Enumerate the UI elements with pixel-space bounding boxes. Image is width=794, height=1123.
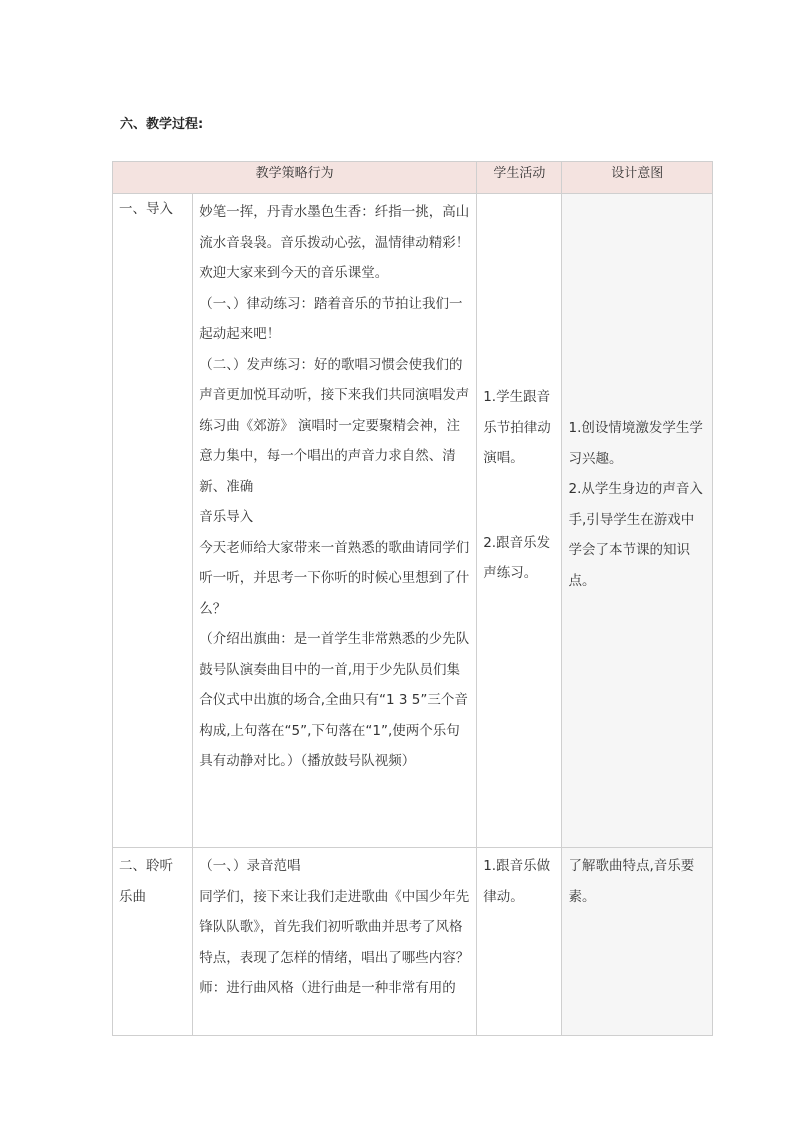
intent-cell — [562, 848, 713, 1036]
phase-label: 二、聆听乐曲 — [119, 858, 173, 905]
activity-cell — [477, 848, 562, 1036]
intent-item: 了解歌曲特点,音乐要素。 — [568, 858, 695, 905]
section-heading: 六、教学过程: — [120, 117, 204, 132]
phase-cell — [113, 848, 193, 1036]
activity-item: 1.跟音乐做律动。 — [483, 858, 551, 905]
intent-item: 2.从学生身边的声音入手,引导学生在游戏中学会了本节课的知识点。 — [568, 481, 703, 589]
strategy-cell — [193, 848, 477, 1036]
intent-cell — [562, 194, 713, 848]
strategy-paragraph: （二、）发声练习：好的歌唱习惯会使我们的声音更加悦耳动听，接下来我们共同演唱发声练习曲《郊游》 演唱时一定要聚精会神，注意力集中，每一个唱出的声音力求自然、清新、准确 — [199, 356, 470, 495]
strategy-paragraph: 妙笔一挥，丹青水墨色生香：纤指一挑，高山流水音袅袅。音乐拨动心弦，温情律动精彩！欢迎大家来到今天的音乐课堂。 — [199, 204, 470, 281]
strategy-cell — [193, 194, 477, 848]
header-strategy: 教学策略行为 — [113, 162, 477, 194]
strategy-paragraph: （一、）录音范唱 — [199, 858, 301, 874]
teaching-process-table — [112, 161, 713, 1036]
strategy-paragraph: 师：进行曲风格（进行曲是一种非常有用的 — [199, 980, 456, 996]
header-student-activity: 学生活动 — [477, 162, 562, 194]
intent-item: 1.创设情境激发学生学习兴趣。 — [568, 420, 703, 467]
activity-item: 1.学生跟音乐节拍律动演唱。 — [483, 389, 551, 466]
strategy-paragraph: 同学们，接下来让我们走进歌曲《中国少年先锋队队歌》，首先我们初听歌曲并思考了风格特点，表现了怎样的情绪，唱出了哪些内容？ — [199, 888, 470, 966]
activity-cell — [477, 194, 562, 848]
strategy-paragraph: （介绍出旗曲：是一首学生非常熟悉的少先队鼓号队演奏曲目中的一首,用于少先队员们集合仪式中出旗的场合,全曲只有“1 3 5”三个音构成,上句落在“5”,下句落在“1”,使两个乐句具有动静对比。）（播放鼓号队视频） — [199, 631, 470, 769]
header-design-intent: 设计意图 — [562, 162, 713, 194]
table-header-row — [113, 162, 713, 194]
table-row-intro — [113, 194, 713, 848]
activity-item: 2.跟音乐发声练习。 — [483, 534, 551, 581]
table-row-listening — [113, 848, 713, 1036]
strategy-paragraph: 今天老师给大家带来一首熟悉的歌曲请同学们听一听，并思考一下你听的时候心里想到了什么？ — [199, 539, 470, 617]
strategy-paragraph: （一、）律动练习：踏着音乐的节拍让我们一起动起来吧！ — [199, 295, 463, 342]
strategy-paragraph: 音乐导入 — [199, 509, 254, 525]
phase-cell — [113, 194, 193, 848]
phase-label: 一、导入 — [119, 201, 173, 217]
